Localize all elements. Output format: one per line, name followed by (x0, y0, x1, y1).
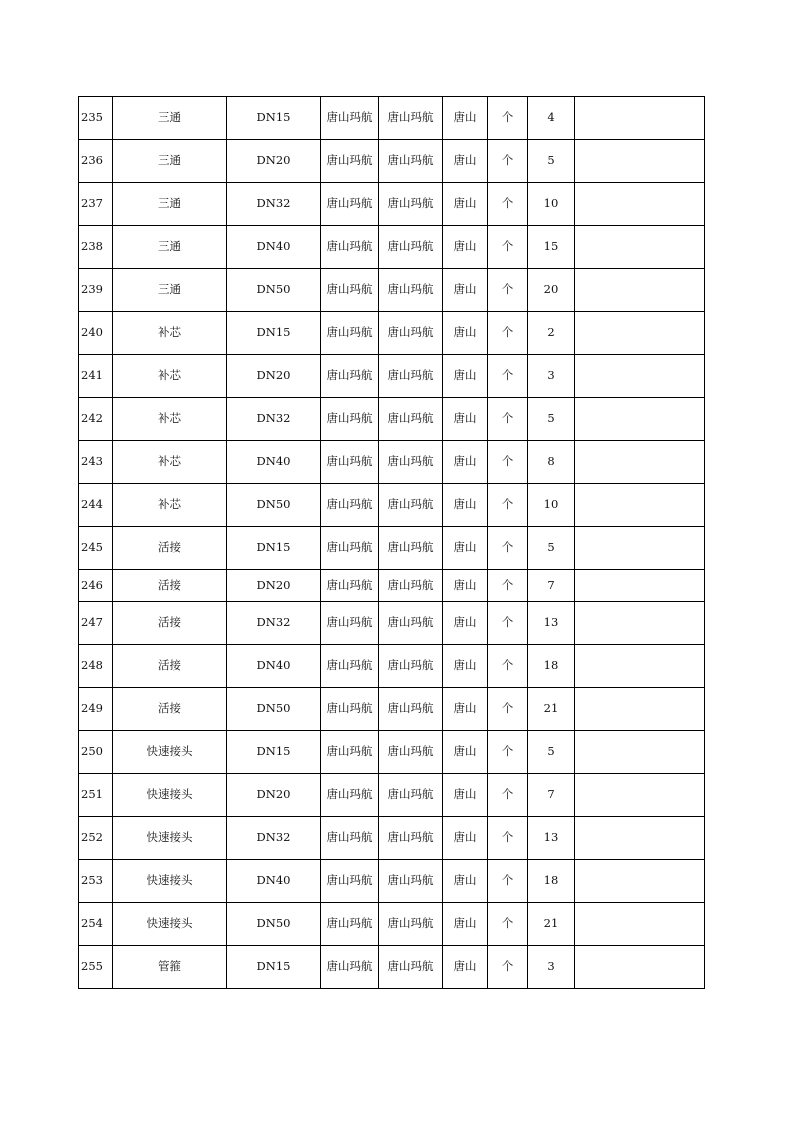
cell-remark (575, 226, 705, 269)
cell-unit: 个 (488, 731, 528, 774)
table-row (79, 946, 705, 989)
cell-specification: DN32 (227, 398, 321, 441)
cell-origin: 唐山 (443, 355, 488, 398)
cell-origin: 唐山 (443, 817, 488, 860)
cell-quantity: 21 (528, 688, 575, 731)
cell-item-name: 活接 (113, 688, 227, 731)
cell-quantity: 8 (528, 441, 575, 484)
cell-brand: 唐山玛航 (321, 140, 379, 183)
cell-item-name: 补芯 (113, 484, 227, 527)
cell-specification: DN15 (227, 97, 321, 140)
cell-brand: 唐山玛航 (321, 602, 379, 645)
cell-origin: 唐山 (443, 731, 488, 774)
cell-remark (575, 312, 705, 355)
cell-manufacturer: 唐山玛航 (379, 645, 443, 688)
cell-unit: 个 (488, 140, 528, 183)
cell-specification: DN32 (227, 183, 321, 226)
cell-specification: DN40 (227, 860, 321, 903)
cell-unit: 个 (488, 441, 528, 484)
cell-quantity: 3 (528, 355, 575, 398)
cell-remark (575, 441, 705, 484)
cell-specification: DN40 (227, 645, 321, 688)
cell-brand: 唐山玛航 (321, 817, 379, 860)
cell-item-number: 244 (79, 484, 113, 527)
cell-item-name: 活接 (113, 645, 227, 688)
cell-remark (575, 97, 705, 140)
cell-item-number: 236 (79, 140, 113, 183)
cell-item-name: 补芯 (113, 398, 227, 441)
cell-origin: 唐山 (443, 570, 488, 602)
cell-brand: 唐山玛航 (321, 946, 379, 989)
cell-origin: 唐山 (443, 903, 488, 946)
cell-specification: DN15 (227, 312, 321, 355)
cell-item-name: 三通 (113, 269, 227, 312)
cell-manufacturer: 唐山玛航 (379, 484, 443, 527)
table-row (79, 817, 705, 860)
table-row (79, 484, 705, 527)
cell-specification: DN40 (227, 441, 321, 484)
cell-origin: 唐山 (443, 946, 488, 989)
cell-remark (575, 269, 705, 312)
cell-specification: DN50 (227, 269, 321, 312)
cell-manufacturer: 唐山玛航 (379, 441, 443, 484)
cell-brand: 唐山玛航 (321, 688, 379, 731)
cell-unit: 个 (488, 484, 528, 527)
cell-remark (575, 774, 705, 817)
table-row (79, 903, 705, 946)
cell-specification: DN20 (227, 355, 321, 398)
cell-remark (575, 946, 705, 989)
cell-quantity: 18 (528, 645, 575, 688)
table-row (79, 688, 705, 731)
cell-item-name: 补芯 (113, 355, 227, 398)
cell-quantity: 5 (528, 140, 575, 183)
cell-manufacturer: 唐山玛航 (379, 312, 443, 355)
cell-item-number: 241 (79, 355, 113, 398)
cell-brand: 唐山玛航 (321, 312, 379, 355)
cell-item-name: 快速接头 (113, 860, 227, 903)
cell-manufacturer: 唐山玛航 (379, 602, 443, 645)
cell-brand: 唐山玛航 (321, 731, 379, 774)
cell-origin: 唐山 (443, 226, 488, 269)
cell-remark (575, 860, 705, 903)
cell-quantity: 18 (528, 860, 575, 903)
cell-item-name: 活接 (113, 570, 227, 602)
cell-origin: 唐山 (443, 269, 488, 312)
cell-item-number: 253 (79, 860, 113, 903)
cell-quantity: 5 (528, 398, 575, 441)
cell-origin: 唐山 (443, 645, 488, 688)
cell-brand: 唐山玛航 (321, 226, 379, 269)
table-row (79, 441, 705, 484)
cell-quantity: 13 (528, 602, 575, 645)
cell-manufacturer: 唐山玛航 (379, 903, 443, 946)
cell-unit: 个 (488, 903, 528, 946)
cell-manufacturer: 唐山玛航 (379, 398, 443, 441)
cell-manufacturer: 唐山玛航 (379, 527, 443, 570)
cell-unit: 个 (488, 183, 528, 226)
cell-remark (575, 527, 705, 570)
cell-specification: DN32 (227, 817, 321, 860)
cell-item-number: 250 (79, 731, 113, 774)
cell-quantity: 4 (528, 97, 575, 140)
table-row (79, 183, 705, 226)
table-row (79, 570, 705, 602)
cell-unit: 个 (488, 527, 528, 570)
cell-item-number: 249 (79, 688, 113, 731)
cell-item-name: 三通 (113, 97, 227, 140)
materials-table (78, 96, 705, 989)
cell-remark (575, 183, 705, 226)
cell-unit: 个 (488, 645, 528, 688)
cell-manufacturer: 唐山玛航 (379, 183, 443, 226)
cell-remark (575, 140, 705, 183)
table-row (79, 527, 705, 570)
table-row (79, 269, 705, 312)
cell-unit: 个 (488, 570, 528, 602)
cell-item-name: 快速接头 (113, 774, 227, 817)
cell-unit: 个 (488, 226, 528, 269)
cell-remark (575, 903, 705, 946)
cell-origin: 唐山 (443, 527, 488, 570)
cell-manufacturer: 唐山玛航 (379, 355, 443, 398)
cell-quantity: 7 (528, 570, 575, 602)
cell-item-number: 242 (79, 398, 113, 441)
cell-item-name: 补芯 (113, 441, 227, 484)
cell-remark (575, 398, 705, 441)
cell-specification: DN20 (227, 140, 321, 183)
cell-specification: DN50 (227, 688, 321, 731)
cell-item-name: 三通 (113, 183, 227, 226)
cell-manufacturer: 唐山玛航 (379, 774, 443, 817)
cell-quantity: 21 (528, 903, 575, 946)
cell-item-name: 管箍 (113, 946, 227, 989)
cell-item-number: 254 (79, 903, 113, 946)
table-row (79, 355, 705, 398)
table-row (79, 312, 705, 355)
cell-unit: 个 (488, 355, 528, 398)
cell-item-number: 238 (79, 226, 113, 269)
cell-specification: DN32 (227, 602, 321, 645)
cell-brand: 唐山玛航 (321, 398, 379, 441)
cell-remark (575, 731, 705, 774)
cell-item-number: 246 (79, 570, 113, 602)
cell-origin: 唐山 (443, 140, 488, 183)
cell-item-number: 251 (79, 774, 113, 817)
cell-specification: DN20 (227, 774, 321, 817)
cell-item-number: 252 (79, 817, 113, 860)
cell-item-number: 247 (79, 602, 113, 645)
cell-item-name: 三通 (113, 226, 227, 269)
cell-quantity: 5 (528, 527, 575, 570)
cell-origin: 唐山 (443, 688, 488, 731)
cell-brand: 唐山玛航 (321, 903, 379, 946)
cell-remark (575, 602, 705, 645)
cell-item-number: 240 (79, 312, 113, 355)
cell-item-name: 快速接头 (113, 903, 227, 946)
cell-quantity: 7 (528, 774, 575, 817)
table-row (79, 774, 705, 817)
cell-specification: DN15 (227, 946, 321, 989)
cell-origin: 唐山 (443, 398, 488, 441)
cell-unit: 个 (488, 602, 528, 645)
cell-remark (575, 355, 705, 398)
cell-origin: 唐山 (443, 441, 488, 484)
cell-origin: 唐山 (443, 602, 488, 645)
cell-remark (575, 817, 705, 860)
cell-unit: 个 (488, 860, 528, 903)
cell-manufacturer: 唐山玛航 (379, 269, 443, 312)
cell-unit: 个 (488, 97, 528, 140)
cell-unit: 个 (488, 269, 528, 312)
cell-unit: 个 (488, 398, 528, 441)
cell-item-name: 补芯 (113, 312, 227, 355)
cell-item-name: 三通 (113, 140, 227, 183)
cell-specification: DN20 (227, 570, 321, 602)
cell-manufacturer: 唐山玛航 (379, 688, 443, 731)
cell-specification: DN50 (227, 484, 321, 527)
cell-origin: 唐山 (443, 97, 488, 140)
cell-quantity: 20 (528, 269, 575, 312)
table-row (79, 860, 705, 903)
cell-item-name: 快速接头 (113, 731, 227, 774)
cell-brand: 唐山玛航 (321, 183, 379, 226)
cell-manufacturer: 唐山玛航 (379, 817, 443, 860)
cell-unit: 个 (488, 946, 528, 989)
cell-manufacturer: 唐山玛航 (379, 860, 443, 903)
cell-quantity: 3 (528, 946, 575, 989)
cell-brand: 唐山玛航 (321, 97, 379, 140)
cell-manufacturer: 唐山玛航 (379, 570, 443, 602)
cell-remark (575, 484, 705, 527)
cell-item-number: 248 (79, 645, 113, 688)
cell-remark (575, 645, 705, 688)
cell-brand: 唐山玛航 (321, 527, 379, 570)
cell-specification: DN15 (227, 731, 321, 774)
cell-unit: 个 (488, 312, 528, 355)
cell-remark (575, 688, 705, 731)
table-row (79, 140, 705, 183)
cell-remark (575, 570, 705, 602)
table-row (79, 398, 705, 441)
cell-quantity: 5 (528, 731, 575, 774)
cell-item-name: 快速接头 (113, 817, 227, 860)
cell-unit: 个 (488, 817, 528, 860)
cell-item-number: 239 (79, 269, 113, 312)
cell-quantity: 15 (528, 226, 575, 269)
cell-unit: 个 (488, 774, 528, 817)
cell-origin: 唐山 (443, 484, 488, 527)
cell-item-number: 255 (79, 946, 113, 989)
cell-specification: DN15 (227, 527, 321, 570)
cell-specification: DN50 (227, 903, 321, 946)
cell-manufacturer: 唐山玛航 (379, 731, 443, 774)
cell-brand: 唐山玛航 (321, 355, 379, 398)
cell-item-number: 235 (79, 97, 113, 140)
cell-brand: 唐山玛航 (321, 484, 379, 527)
cell-specification: DN40 (227, 226, 321, 269)
cell-item-number: 237 (79, 183, 113, 226)
table-row (79, 226, 705, 269)
cell-brand: 唐山玛航 (321, 645, 379, 688)
table-row (79, 602, 705, 645)
cell-manufacturer: 唐山玛航 (379, 97, 443, 140)
cell-brand: 唐山玛航 (321, 269, 379, 312)
cell-quantity: 13 (528, 817, 575, 860)
cell-brand: 唐山玛航 (321, 860, 379, 903)
cell-item-name: 活接 (113, 527, 227, 570)
cell-brand: 唐山玛航 (321, 774, 379, 817)
table-body (79, 97, 705, 989)
cell-manufacturer: 唐山玛航 (379, 140, 443, 183)
cell-item-number: 245 (79, 527, 113, 570)
table-row (79, 97, 705, 140)
cell-quantity: 2 (528, 312, 575, 355)
cell-manufacturer: 唐山玛航 (379, 226, 443, 269)
cell-manufacturer: 唐山玛航 (379, 946, 443, 989)
cell-origin: 唐山 (443, 860, 488, 903)
cell-origin: 唐山 (443, 183, 488, 226)
cell-brand: 唐山玛航 (321, 570, 379, 602)
cell-item-name: 活接 (113, 602, 227, 645)
cell-quantity: 10 (528, 183, 575, 226)
table-row (79, 731, 705, 774)
cell-quantity: 10 (528, 484, 575, 527)
cell-origin: 唐山 (443, 312, 488, 355)
cell-unit: 个 (488, 688, 528, 731)
cell-origin: 唐山 (443, 774, 488, 817)
table-row (79, 645, 705, 688)
cell-brand: 唐山玛航 (321, 441, 379, 484)
cell-item-number: 243 (79, 441, 113, 484)
